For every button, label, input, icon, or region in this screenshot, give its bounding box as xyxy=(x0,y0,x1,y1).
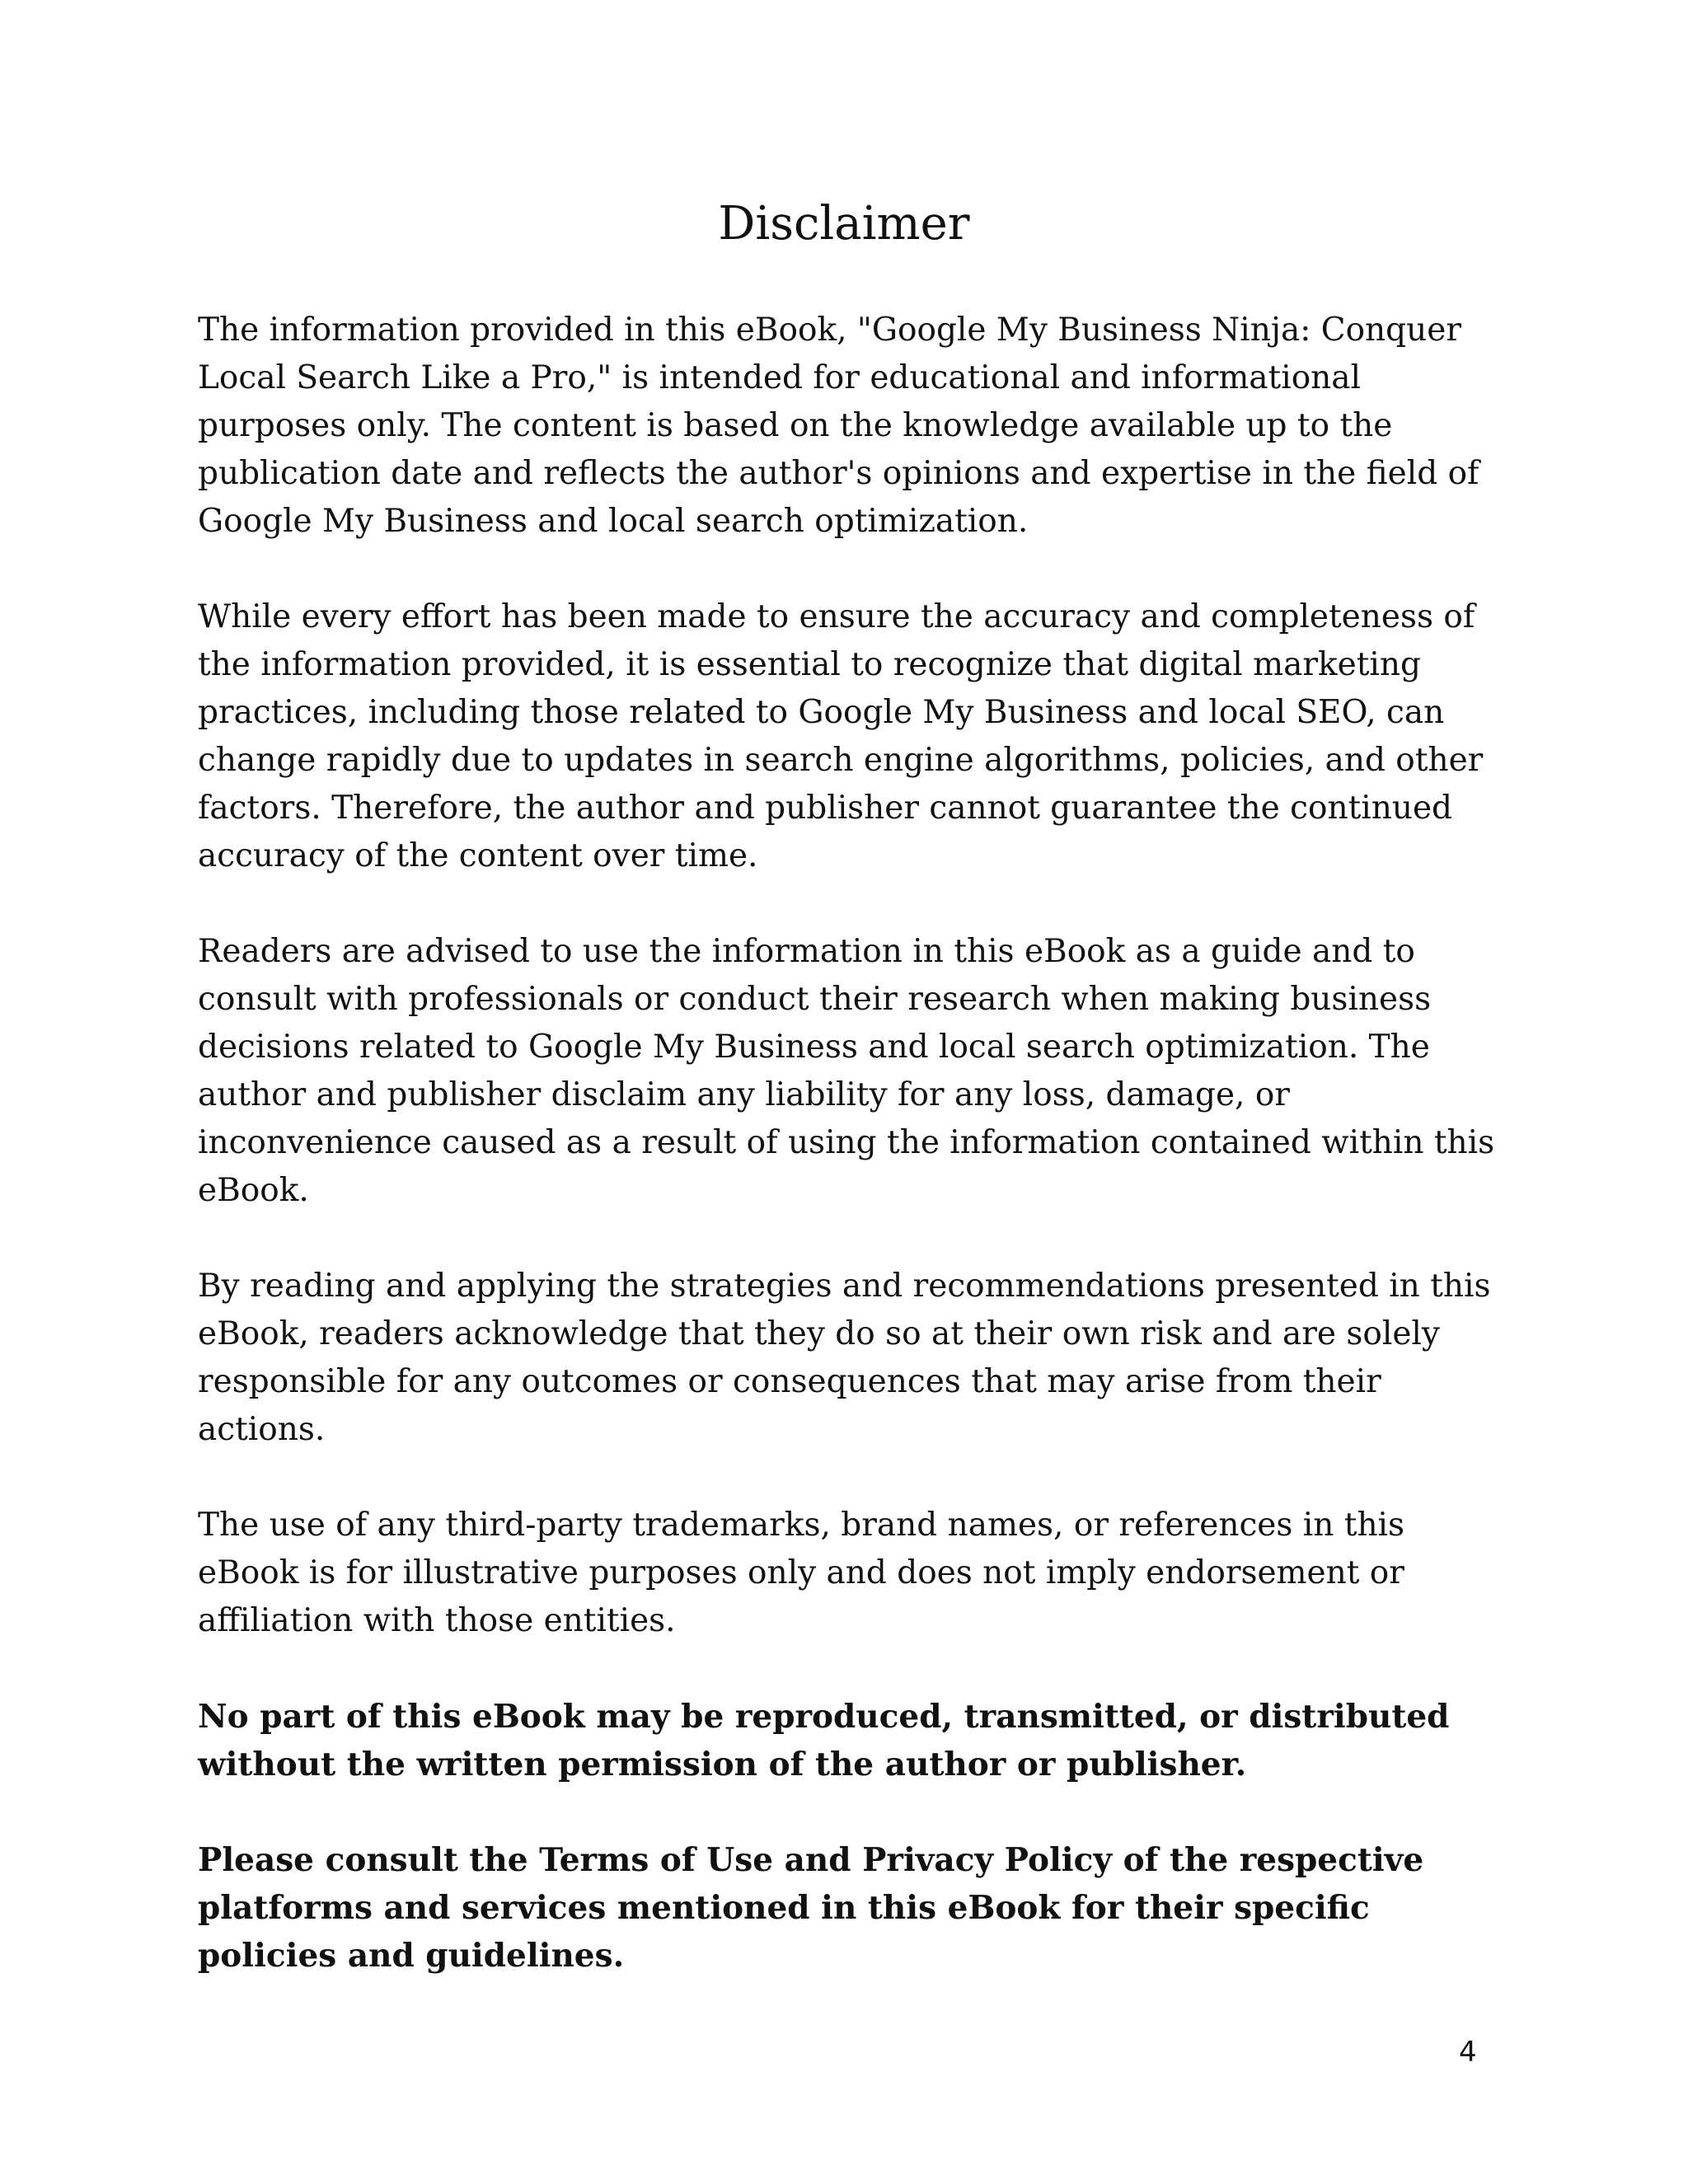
disclaimer-body xyxy=(198,307,1500,2027)
paragraph-terms-notice: Please consult the Terms of Use and Privacy Policy of the respective platforms and services mentioned in this eBook for their specific policies and guidelines. xyxy=(198,1841,1424,1975)
page-title: Disclaimer xyxy=(718,197,970,251)
paragraph-reproduction-notice: No part of this eBook may be reproduced, transmitted, or distributed without the written permission of the author or publisher. xyxy=(198,1698,1450,1783)
paragraph-advice: Readers are advised to use the information in this eBook as a guide and to consult with professionals or conduct their research when making business decisions related to Google My Business and local search optimization. The author and publisher disclaim any liability for any loss, damage, or inconvenience caused as a result of using the information contained within this eBook. xyxy=(198,933,1495,1209)
paragraph-intro: The information provided in this eBook, "Google My Business Ninja: Conquer Local Search Like a Pro," is intended for educational and informational purposes only. The content is based on the knowledge available up to the publication date and reflects the author's opinions and expertise in the field of Google My Business and local search optimization. xyxy=(198,312,1479,540)
page-number: 4 xyxy=(1459,2036,1477,2069)
paragraph-accuracy: While every effort has been made to ensure the accuracy and completeness of the information provided, it is essential to recognize that digital marketing practices, including those related to Google My Business and local SEO, can change rapidly due to updates in search engine algorithms, policies, and other factors. Therefore, the author and publisher cannot guarantee the continued accuracy of the content over time. xyxy=(198,598,1484,874)
paragraph-trademarks: The use of any third-party trademarks, brand names, or references in this eBook is for illustrative purposes only and does not imply endorsement or affiliation with those entities. xyxy=(198,1507,1405,1639)
paragraph-risk: By reading and applying the strategies and recommendations presented in this eBook, readers acknowledge that they do so at their own risk and are solely responsible for any outcomes or consequences that may arise from their actions. xyxy=(198,1268,1491,1448)
